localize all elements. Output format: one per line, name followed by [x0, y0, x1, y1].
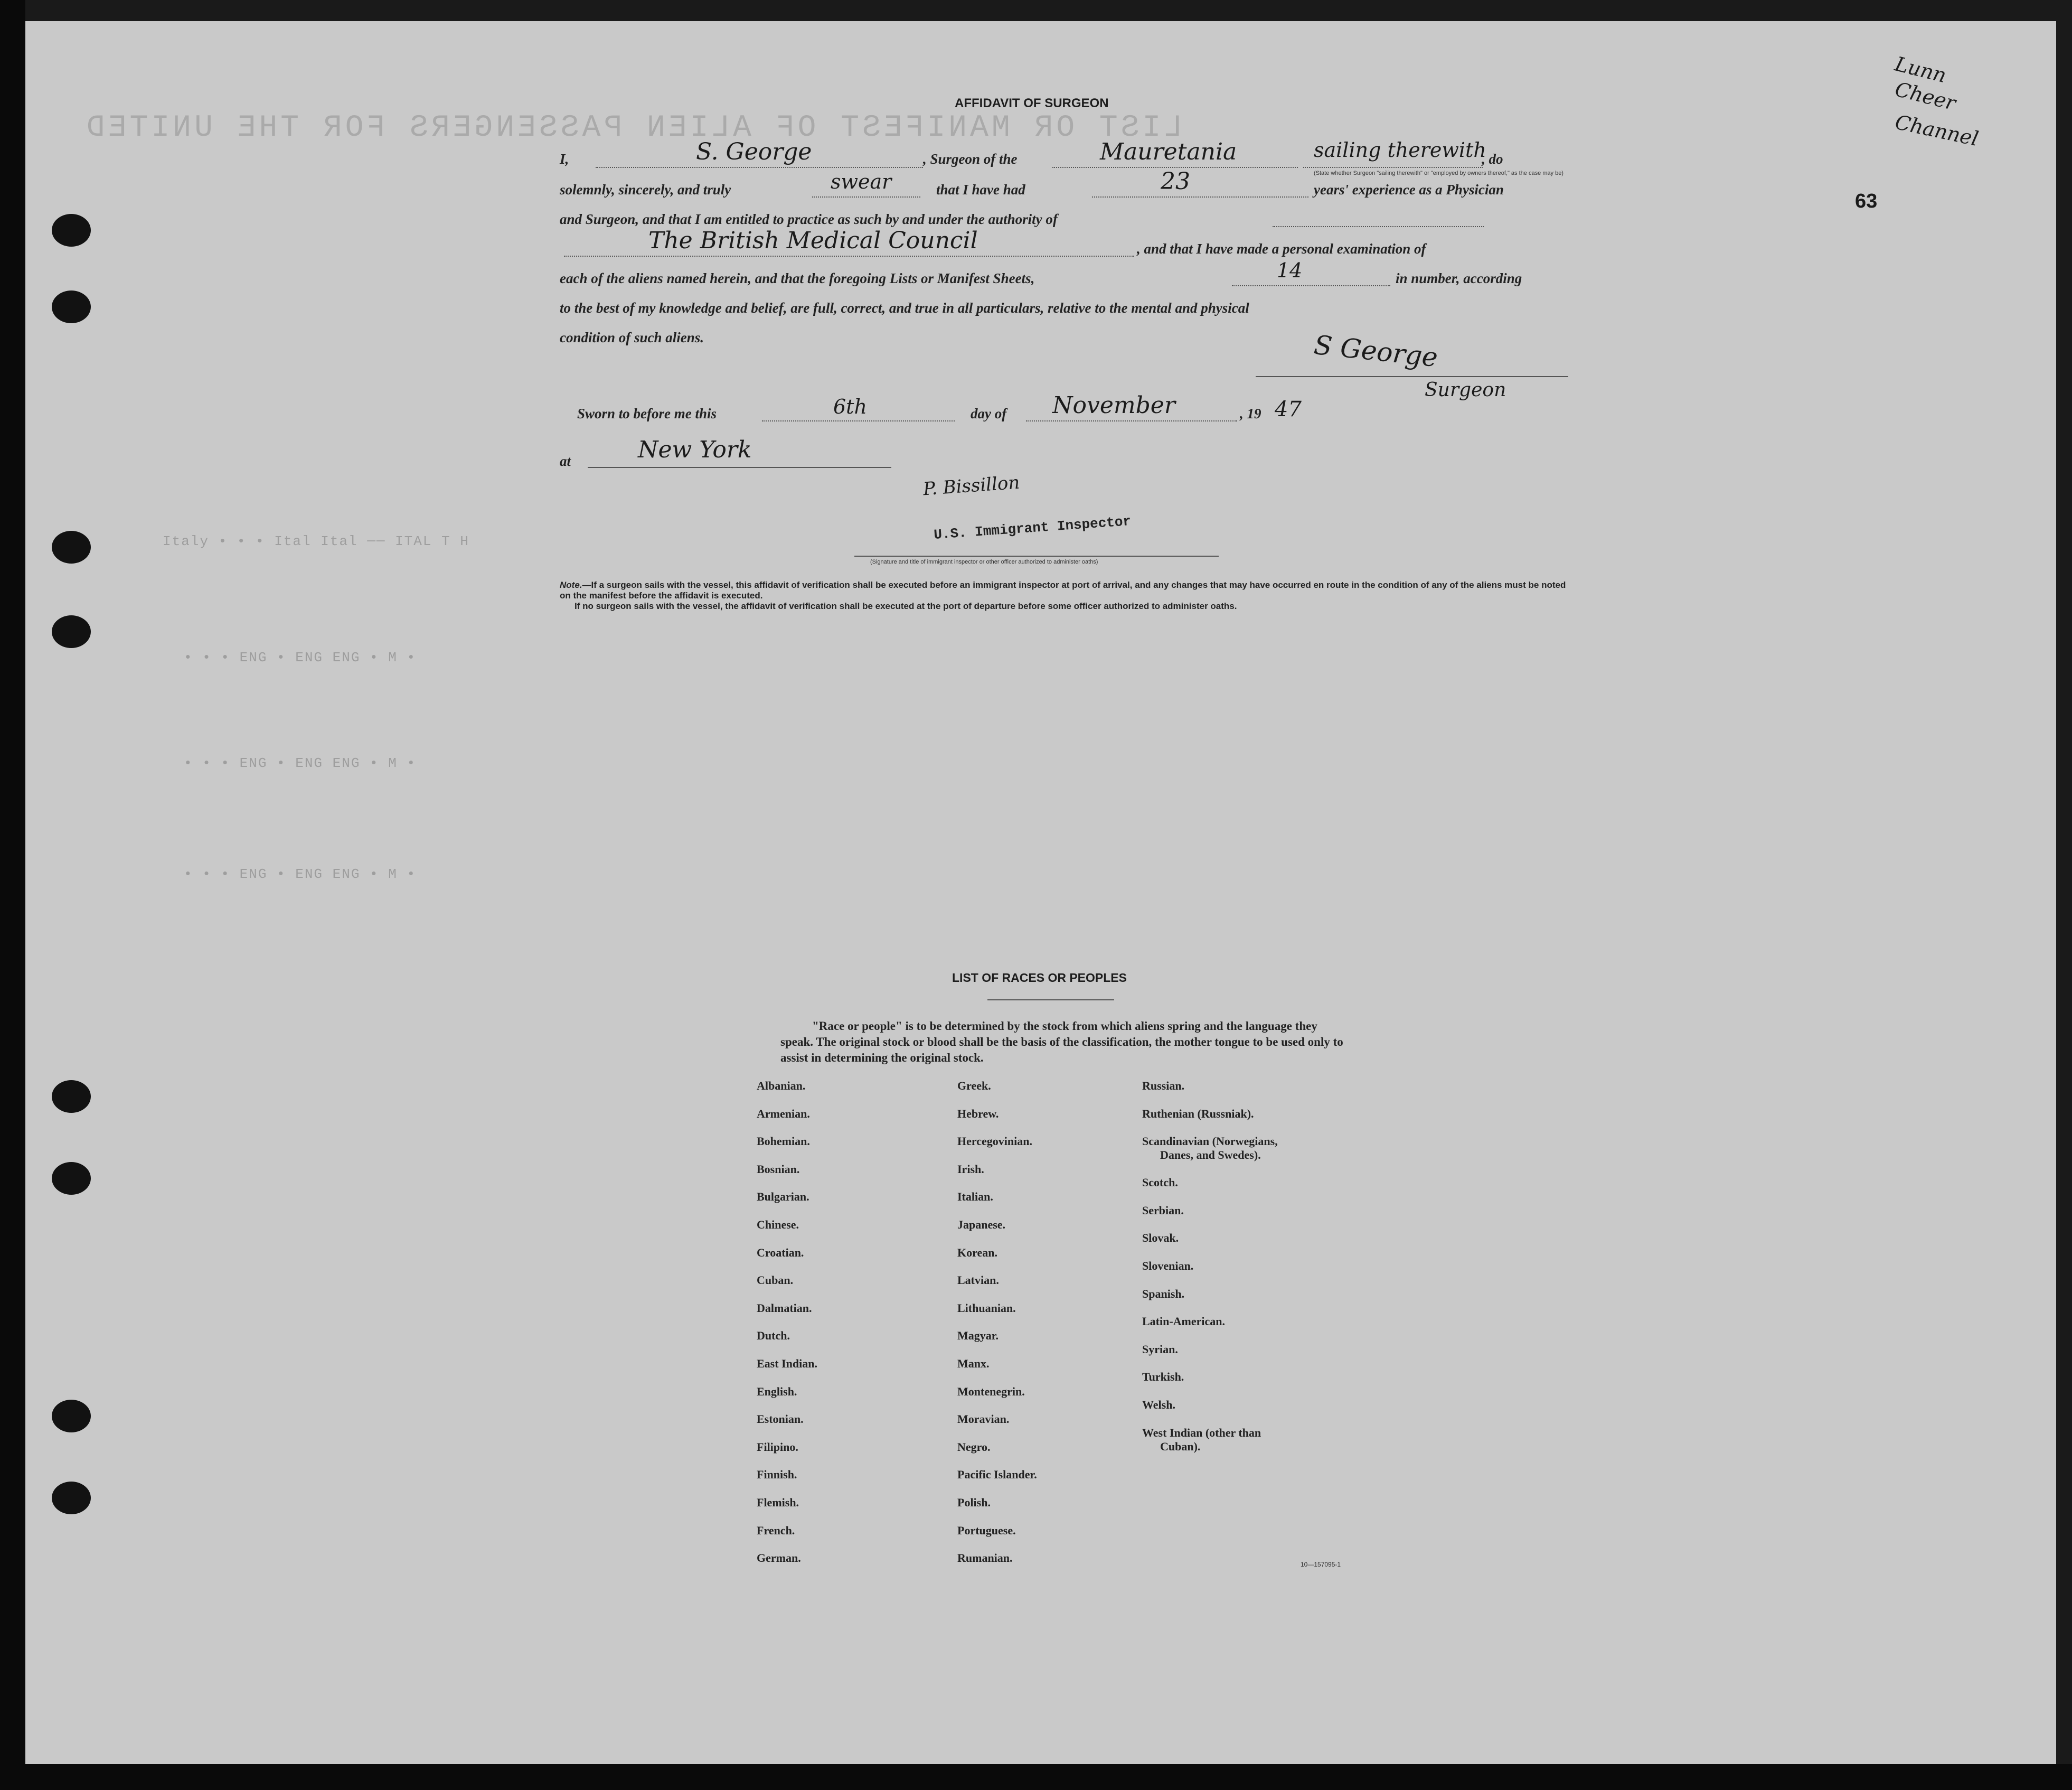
race-item: Hebrew.	[957, 1107, 999, 1120]
inspector-signature: P. Bissillon	[922, 472, 1021, 500]
binder-hole	[52, 1162, 91, 1195]
race-item: West Indian (other than	[1142, 1426, 1261, 1439]
race-item: English.	[757, 1384, 797, 1398]
race-item: Korean.	[957, 1245, 997, 1259]
signature-line	[1256, 376, 1568, 377]
affidavit-text: to the best of my knowledge and belief, are full, correct, and true in all particulars, relative to the mental and physical	[560, 300, 1249, 316]
years-experience: 23	[1161, 168, 1190, 195]
race-item: Latin-American.	[1142, 1315, 1226, 1328]
race-item: Bulgarian.	[757, 1190, 809, 1204]
faded-table-row: • • • ENG • ENG ENG • M •	[184, 866, 417, 882]
affidavit-text: , Surgeon of the	[923, 151, 1018, 167]
races-title-rule	[987, 999, 1114, 1000]
race-item: Albanian.	[757, 1079, 806, 1092]
sworn-place: New York	[638, 436, 752, 463]
race-item: Bohemian.	[757, 1135, 810, 1148]
surgeon-signature: S George	[1312, 329, 1439, 373]
oath-word: swear	[831, 170, 892, 193]
race-item: East Indian.	[757, 1356, 817, 1370]
race-item: Italian.	[957, 1190, 993, 1204]
race-item: Bosnian.	[757, 1162, 800, 1176]
sworn-year: 47	[1275, 397, 1302, 421]
affidavit-title: AFFIDAVIT OF SURGEON	[955, 96, 1109, 110]
race-item: Dalmatian.	[757, 1301, 812, 1315]
race-item: Flemish.	[757, 1495, 799, 1509]
blank-line	[812, 196, 920, 198]
manifest-sheet	[25, 0, 2072, 1764]
blank-line	[762, 420, 955, 421]
sworn-text: day of	[971, 406, 1007, 421]
race-item: Manx.	[957, 1356, 990, 1370]
binder-hole	[52, 531, 91, 564]
blank-line	[596, 167, 923, 168]
sworn-text: , 19	[1240, 406, 1261, 421]
binder-hole	[52, 1080, 91, 1113]
race-item: Spanish.	[1142, 1287, 1185, 1300]
races-intro: "Race or people" is to be determined by the stock from which aliens spring and the language they speak. The original stock or blood shall be the basis of the classification, the mother tongue to be used only to assist in determining the original stock.	[780, 1019, 1343, 1064]
inspector-line	[854, 556, 1219, 557]
affidavit-text: , do	[1482, 151, 1503, 167]
race-item: Polish.	[957, 1495, 991, 1509]
race-item: Magyar.	[957, 1329, 999, 1343]
sworn-day: 6th	[833, 395, 867, 418]
race-item: Japanese.	[957, 1217, 1006, 1231]
race-item: Danes, and Swedes).	[1160, 1148, 1261, 1162]
race-item: Armenian.	[757, 1107, 810, 1120]
inspector-caption: (Signature and title of immigrant inspector or other officer authorized to administer oaths)	[870, 559, 1098, 565]
sworn-text: Sworn to before me this	[577, 406, 717, 421]
faded-table-row: • • • ENG • ENG ENG • M •	[184, 650, 417, 666]
races-column-2	[957, 1079, 1037, 1579]
race-item: Welsh.	[1142, 1398, 1175, 1411]
race-item: Latvian.	[957, 1273, 999, 1287]
affidavit-text: condition of such aliens.	[560, 330, 704, 345]
race-item: Scotch.	[1142, 1176, 1178, 1189]
page-number: 63	[1855, 190, 1878, 212]
race-item: Irish.	[957, 1162, 984, 1176]
race-item: Pacific Islander.	[957, 1468, 1037, 1482]
race-item: Rumanian.	[957, 1551, 1013, 1565]
sailing-hint: (State whether Surgeon "sailing therewith" or "employed by owners thereof," as the case may be)	[1314, 170, 1564, 176]
blank-line	[1026, 420, 1237, 421]
affidavit-text: I,	[560, 151, 569, 167]
race-item: Cuban).	[1160, 1439, 1201, 1453]
race-item: Scandinavian (Norwegians,	[1142, 1135, 1278, 1148]
race-item: Slovenian.	[1142, 1259, 1194, 1272]
margin-note: Lunn	[1892, 52, 1949, 88]
blank-line	[1273, 226, 1484, 227]
faded-table-row: Italy • • • Ital Ital ── ITAL T H	[163, 533, 469, 549]
races-column-3	[1142, 1079, 1278, 1454]
race-item: Dutch.	[757, 1329, 790, 1343]
race-item: Portuguese.	[957, 1523, 1016, 1537]
margin-note: Cheer	[1892, 77, 1958, 115]
race-item: Montenegrin.	[957, 1384, 1025, 1398]
race-item: German.	[757, 1551, 801, 1565]
race-item: Lithuanian.	[957, 1301, 1016, 1315]
sworn-text: at	[560, 453, 571, 469]
race-item: Estonian.	[757, 1412, 804, 1426]
inspector-stamp: U.S. Immigrant Inspector	[933, 513, 1132, 543]
races-column-1	[757, 1079, 817, 1579]
sworn-month: November	[1052, 392, 1175, 419]
note	[560, 580, 1568, 612]
blank-line	[1092, 196, 1308, 198]
race-item: French.	[757, 1523, 795, 1537]
races-title: LIST OF RACES OR PEOPLES	[952, 971, 1127, 985]
surgeon-name: S. George	[696, 138, 812, 165]
race-item: Cuban.	[757, 1273, 794, 1287]
affidavit-text: in number, according	[1396, 270, 1522, 286]
race-item: Croatian.	[757, 1245, 804, 1259]
binder-hole	[52, 290, 91, 323]
race-item: Russian.	[1142, 1079, 1185, 1092]
race-item: Ruthenian (Russniak).	[1142, 1107, 1254, 1120]
surgeon-title: Surgeon	[1425, 379, 1506, 401]
affidavit-text: solemnly, sincerely, and truly	[560, 182, 731, 198]
note-label: Note.	[560, 580, 582, 590]
race-item: Serbian.	[1142, 1203, 1184, 1217]
margin-note: Channel	[1893, 110, 1981, 151]
race-item: Syrian.	[1142, 1342, 1178, 1356]
blank-line	[588, 467, 891, 468]
scan-right-edge	[2056, 0, 2072, 1764]
blank-line	[1232, 285, 1390, 286]
race-item: Chinese.	[757, 1217, 799, 1231]
binder-hole	[52, 214, 91, 247]
binder-hole	[52, 1400, 91, 1432]
binder-hole	[52, 1482, 91, 1514]
race-item: Turkish.	[1142, 1370, 1184, 1384]
affidavit-text: , and that I have made a personal examination of	[1137, 241, 1426, 257]
sailing-status: sailing therewith	[1314, 138, 1486, 162]
affidavit-text: each of the aliens named herein, and that the foregoing Lists or Manifest Sheets,	[560, 270, 1035, 286]
blank-line	[564, 256, 1134, 257]
race-item: Slovak.	[1142, 1231, 1179, 1245]
faded-background-title: LIST OR MANIFEST OF ALIEN PASSENGERS FOR THE UNITED	[83, 111, 1183, 145]
affidavit-text: years' experience as a Physician	[1314, 182, 1504, 198]
note-text: —If a surgeon sails with the vessel, this affidavit of verification shall be executed before an immigrant inspector at port of arrival, and any changes that may have occurred en route in the condition of any of the aliens must be noted on the manifest before the affidavit is executed.	[560, 580, 1566, 601]
race-item: Moravian.	[957, 1412, 1010, 1426]
affidavit-text: and Surgeon, and that I am entitled to practice as such by and under the authority of	[560, 211, 1058, 227]
race-item: Hercegovinian.	[957, 1135, 1032, 1148]
ship-name: Mauretania	[1100, 138, 1237, 165]
race-item: Greek.	[957, 1079, 991, 1092]
race-item: Finnish.	[757, 1468, 797, 1482]
scan-top-edge	[25, 0, 2072, 21]
race-item: Negro.	[957, 1440, 991, 1454]
race-item: Filipino.	[757, 1440, 798, 1454]
form-code: 10—157095-1	[1301, 1561, 1341, 1568]
licensing-authority: The British Medical Council	[648, 227, 978, 254]
blank-line	[1303, 167, 1483, 168]
affidavit-text: that I have had	[936, 182, 1025, 198]
binder-hole	[52, 615, 91, 648]
note-text: If no surgeon sails with the vessel, the affidavit of verification shall be executed at the port of departure before some officer authorized to administer oaths.	[574, 601, 1237, 611]
faded-table-row: • • • ENG • ENG ENG • M •	[184, 755, 417, 771]
sheet-count: 14	[1277, 259, 1303, 282]
